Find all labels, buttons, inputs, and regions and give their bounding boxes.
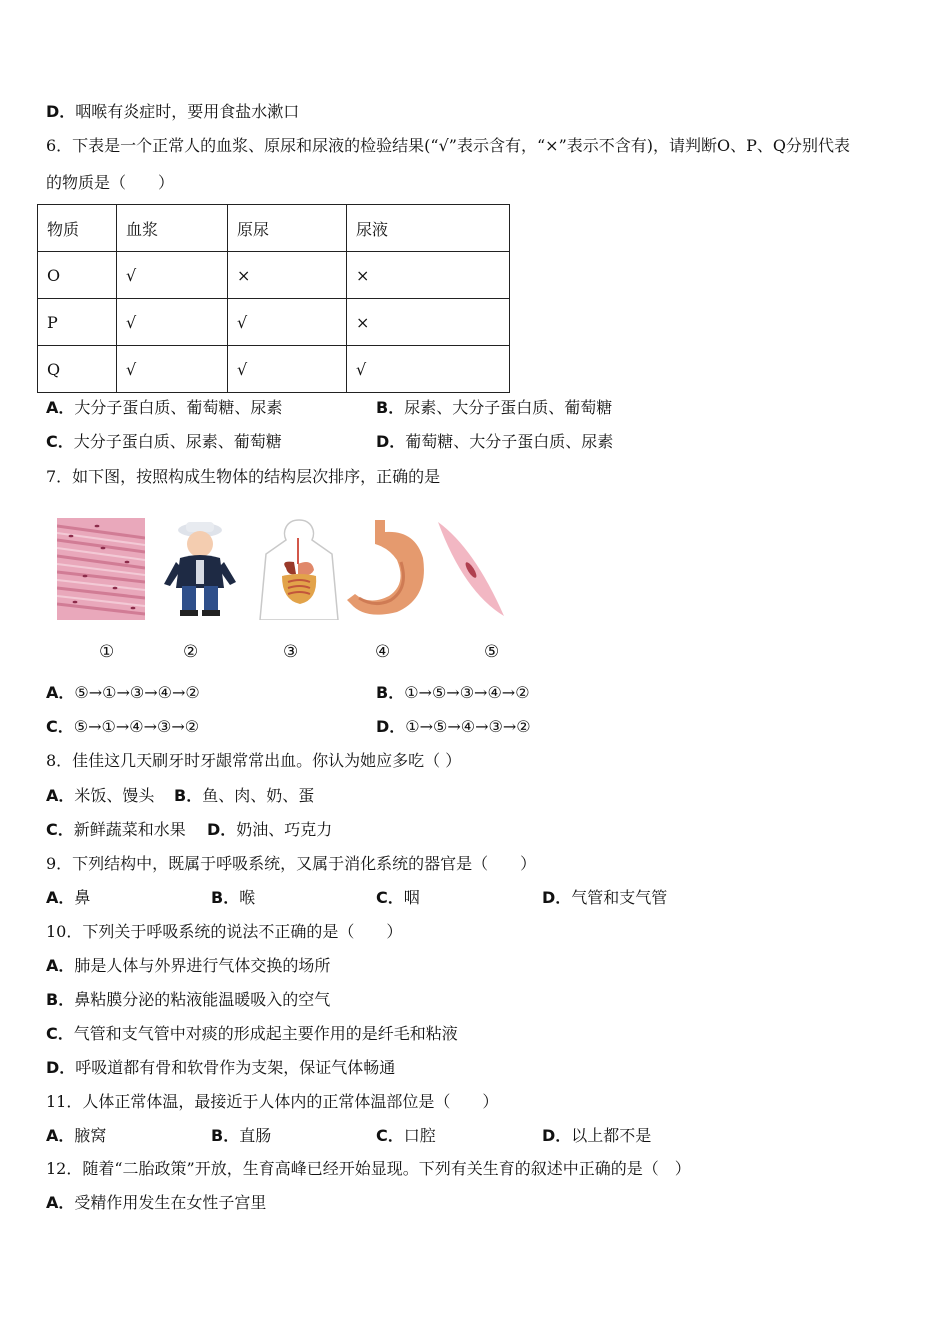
figure-label: ② xyxy=(183,642,199,662)
option-text: 气管和支气管 xyxy=(571,888,668,907)
table-cell: √ xyxy=(347,346,510,393)
option-text: 呼吸道都有骨和软骨作为支架，保证气体畅通 xyxy=(75,1058,396,1077)
table-cell: P xyxy=(38,299,117,346)
option-label: D． xyxy=(207,820,237,839)
q8-option-a[interactable] xyxy=(46,786,154,806)
option-text: 受精作用发生在女性子宫里 xyxy=(74,1193,267,1212)
option-label: D． xyxy=(46,102,76,121)
option-label: B． xyxy=(376,683,405,702)
option-text: 新鲜蔬菜和水果 xyxy=(73,820,186,839)
option-text: 以上都不是 xyxy=(571,1126,652,1145)
q8-option-c[interactable] xyxy=(46,820,186,840)
option-text: 大分子蛋白质、尿素、葡萄糖 xyxy=(73,432,282,451)
q6-option-a[interactable] xyxy=(46,398,282,418)
muscle-cell-image xyxy=(434,518,508,620)
q9-option-c[interactable] xyxy=(376,888,420,908)
q12-stem: 12．随着“二胎政策”开放，生育高峰已经开始显现。下列有关生育的叙述中正确的是（ ） xyxy=(46,1159,691,1178)
q6-option-d[interactable] xyxy=(376,432,613,452)
figure-label: ③ xyxy=(283,642,299,662)
figure-label: ① xyxy=(99,642,115,662)
option-label: A． xyxy=(46,1126,75,1145)
option-label: D． xyxy=(376,432,406,451)
option-label: D． xyxy=(46,1058,76,1077)
q6-option-b[interactable] xyxy=(376,398,612,418)
table-cell: × xyxy=(347,252,510,299)
table-cell: O xyxy=(38,252,117,299)
table-cell: √ xyxy=(117,252,228,299)
option-label: C． xyxy=(46,432,74,451)
table-cell: × xyxy=(347,299,510,346)
q6-stem-line1: 6．下表是一个正常人的血浆、原尿和尿液的检验结果(“√”表示含有，“×”表示不含有)，请判断O、P、Q分别代表 xyxy=(46,136,850,155)
option-label: B． xyxy=(46,990,75,1009)
table-cell: × xyxy=(228,252,347,299)
q7-stem: 7．如下图，按照构成生物体的结构层次排序，正确的是 xyxy=(46,467,441,486)
table-header-row xyxy=(38,205,510,252)
option-text: 咽 xyxy=(403,888,420,907)
q12-option-a[interactable] xyxy=(46,1193,266,1213)
option-label: C． xyxy=(46,717,74,736)
q7-option-b[interactable] xyxy=(376,683,530,703)
option-label: C． xyxy=(46,820,74,839)
q6-option-c[interactable] xyxy=(46,432,282,452)
q7-option-c[interactable] xyxy=(46,717,199,737)
option-text: 大分子蛋白质、葡萄糖、尿素 xyxy=(74,398,283,417)
q7-option-a[interactable] xyxy=(46,683,200,703)
table-header-cell: 原尿 xyxy=(228,205,347,252)
option-label: B． xyxy=(174,786,203,805)
table-header-cell: 尿液 xyxy=(347,205,510,252)
q11-option-d[interactable] xyxy=(542,1126,651,1146)
q11-option-a[interactable] xyxy=(46,1126,106,1146)
option-label: C． xyxy=(376,1126,404,1145)
muscle-tissue-image xyxy=(57,518,145,620)
option-label: B． xyxy=(211,1126,240,1145)
figure-label: ⑤ xyxy=(484,642,500,662)
option-text: 肺是人体与外界进行气体交换的场所 xyxy=(74,956,331,975)
option-text: 气管和支气管中对痰的形成起主要作用的是纤毛和粘液 xyxy=(73,1024,458,1043)
q9-option-a[interactable] xyxy=(46,888,90,908)
q7-option-d[interactable] xyxy=(376,717,531,737)
option-text: 鼻 xyxy=(74,888,91,907)
stomach-image xyxy=(345,518,429,620)
q10-option-d[interactable] xyxy=(46,1058,395,1078)
option-text: 尿素、大分子蛋白质、葡萄糖 xyxy=(404,398,613,417)
table-header-cell: 血浆 xyxy=(117,205,228,252)
table-row xyxy=(38,346,510,393)
q9-option-b[interactable] xyxy=(211,888,255,908)
option-text: 葡萄糖、大分子蛋白质、尿素 xyxy=(405,432,614,451)
figure-label: ④ xyxy=(375,642,391,662)
option-label: C． xyxy=(376,888,404,907)
option-label: A． xyxy=(46,786,75,805)
table-cell: √ xyxy=(117,299,228,346)
table-cell: √ xyxy=(228,346,347,393)
q11-option-c[interactable] xyxy=(376,1126,436,1146)
table-row xyxy=(38,299,510,346)
q11-stem: 11．人体正常体温，最接近于人体内的正常体温部位是（ ） xyxy=(46,1092,499,1111)
q6-table xyxy=(37,204,510,393)
option-text: 奶油、巧克力 xyxy=(236,820,333,839)
option-text: 咽喉有炎症时，要用食盐水漱口 xyxy=(75,102,300,121)
option-label: D． xyxy=(376,717,406,736)
q8-option-b[interactable] xyxy=(174,786,314,806)
digestive-system-image xyxy=(252,518,346,620)
option-text: ⑤→①→④→③→② xyxy=(73,717,200,736)
q10-option-a[interactable] xyxy=(46,956,330,976)
q9-option-d[interactable] xyxy=(542,888,667,908)
q6-stem-line2: 的物质是（ ） xyxy=(46,173,175,192)
option-label: D． xyxy=(542,888,572,907)
option-label: B． xyxy=(211,888,240,907)
option-label: A． xyxy=(46,888,75,907)
table-cell: √ xyxy=(228,299,347,346)
q5-option-d[interactable] xyxy=(46,102,299,122)
option-text: 直肠 xyxy=(239,1126,272,1145)
q11-option-b[interactable] xyxy=(211,1126,271,1146)
q9-stem: 9．下列结构中，既属于呼吸系统，又属于消化系统的器官是（ ） xyxy=(46,854,537,873)
q10-option-b[interactable] xyxy=(46,990,330,1010)
q10-stem: 10．下列关于呼吸系统的说法不正确的是（ ） xyxy=(46,922,403,941)
option-label: A． xyxy=(46,398,75,417)
table-cell: √ xyxy=(117,346,228,393)
option-text: 腋窝 xyxy=(74,1126,107,1145)
option-label: C． xyxy=(46,1024,74,1043)
option-text: 喉 xyxy=(239,888,256,907)
option-text: ①→⑤→③→④→② xyxy=(404,683,530,702)
q8-option-d[interactable] xyxy=(207,820,332,840)
option-text: 鱼、肉、奶、蛋 xyxy=(202,786,315,805)
table-cell: Q xyxy=(38,346,117,393)
option-label: A． xyxy=(46,956,75,975)
option-label: B． xyxy=(376,398,405,417)
option-text: 米饭、馒头 xyxy=(74,786,155,805)
q8-stem: 8．佳佳这几天刷牙时牙龈常常出血。你认为她应多吃（ ） xyxy=(46,751,462,770)
option-text: 鼻粘膜分泌的粘液能温暖吸入的空气 xyxy=(74,990,331,1009)
option-label: A． xyxy=(46,1193,75,1212)
option-text: ⑤→①→③→④→② xyxy=(74,683,200,702)
option-label: A． xyxy=(46,683,75,702)
option-text: 口腔 xyxy=(403,1126,436,1145)
table-header-cell: 物质 xyxy=(38,205,117,252)
option-label: D． xyxy=(542,1126,572,1145)
q10-option-c[interactable] xyxy=(46,1024,458,1044)
table-row xyxy=(38,252,510,299)
option-text: ①→⑤→④→③→② xyxy=(405,717,531,736)
child-image xyxy=(150,518,248,620)
